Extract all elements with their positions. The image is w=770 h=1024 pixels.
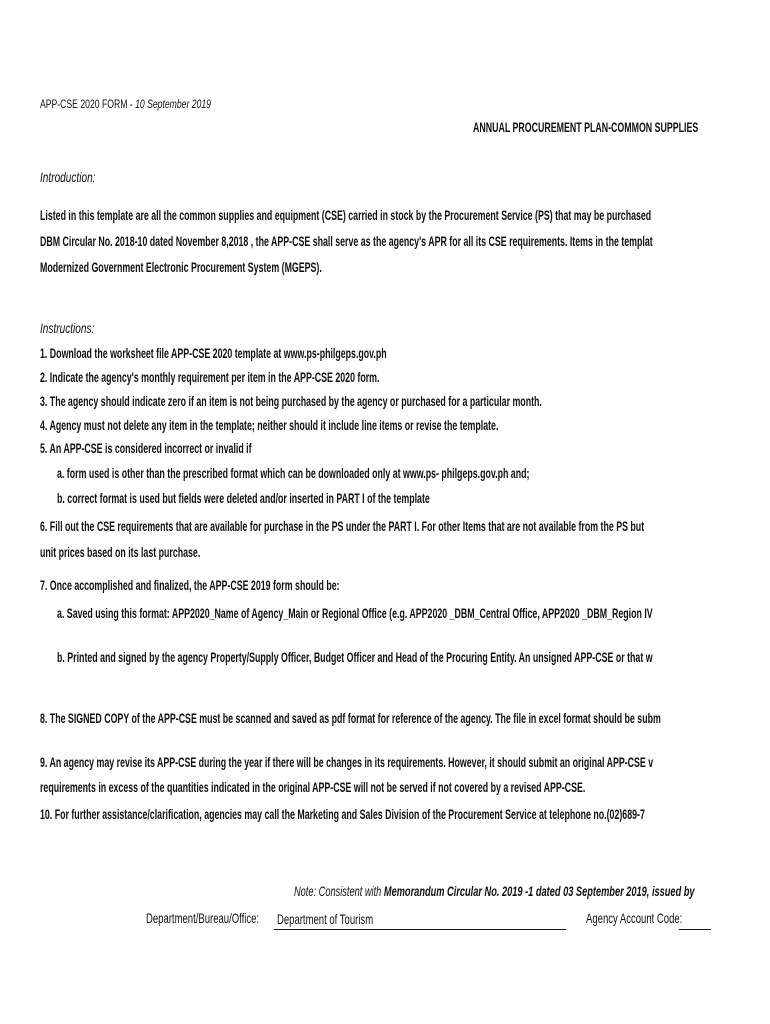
- note-prefix: Note: Consistent with: [294, 883, 382, 899]
- instruction-subitem: b. correct format is used but fields were deleted and/or inserted in PART I of the template: [57, 490, 430, 506]
- introduction-line: Listed in this template are all the common supplies and equipment (CSE) carried in stock by the Procurement Service (PS) that may be purchased: [40, 207, 652, 223]
- instruction-item: unit prices based on its last purchase.: [40, 544, 201, 560]
- instruction-item: 4. Agency must not delete any item in the template; neither should it include line items or revise the template.: [40, 417, 499, 433]
- instruction-item: 10. For further assistance/clarification, agencies may call the Marketing and Sales Division of the Procurement Service at telephone no.(02)689-7: [40, 806, 645, 822]
- form-date: 10 September 2019: [135, 97, 211, 111]
- introduction-heading: Introduction:: [40, 169, 96, 185]
- instruction-item: 3. The agency should indicate zero if an item is not being purchased by the agency or purchased for a particular month.: [40, 393, 542, 409]
- department-label: Department/Bureau/Office:: [146, 910, 260, 926]
- instruction-item: 1. Download the worksheet file APP-CSE 2020 template at www.ps-philgeps.gov.ph: [40, 345, 387, 361]
- introduction-line: Modernized Government Electronic Procurement System (MGEPS).: [40, 259, 322, 275]
- instructions-heading: Instructions:: [40, 320, 95, 336]
- department-value: Department of Tourism: [277, 911, 374, 927]
- note-reference: Memorandum Circular No. 2019 -1 dated 03 September 2019, issued by: [383, 883, 695, 899]
- instruction-subitem: b. Printed and signed by the agency Property/Supply Officer, Budget Officer and Head of the Procuring Entity. An unsigned APP-CSE or that w: [57, 649, 653, 665]
- form-label-line: [40, 95, 277, 113]
- account-code-field[interactable]: [679, 909, 711, 930]
- instruction-item: 5. An APP-CSE is considered incorrect or invalid if: [40, 440, 252, 456]
- instruction-subitem: a. Saved using this format: APP2020_Name of Agency_Main or Regional Office (e.g. APP2020 _DBM_Central Office, APP2020 _DBM_Region IV: [57, 605, 653, 621]
- page-title: ANNUAL PROCUREMENT PLAN-COMMON SUPPLIES: [473, 119, 699, 135]
- instruction-subitem: a. form used is other than the prescribed format which can be downloaded only at www.ps- philgeps.gov.ph and;: [57, 465, 530, 481]
- form-label: APP-CSE 2020 FORM -: [40, 97, 133, 111]
- department-field[interactable]: [274, 909, 566, 930]
- instruction-item: requirements in excess of the quantities indicated in the original APP-CSE will not be served if not covered by a revised APP-CSE.: [40, 779, 586, 795]
- instruction-item: 7. Once accomplished and finalized, the APP-CSE 2019 form should be:: [40, 577, 340, 593]
- account-code-label: Agency Account Code:: [586, 910, 683, 926]
- introduction-line: DBM Circular No. 2018-10 dated November 8,2018 , the APP-CSE shall serve as the agency's APR for all its CSE requirements. Items in the templat: [40, 233, 653, 249]
- instruction-item: 2. Indicate the agency's monthly requirement per item in the APP-CSE 2020 form.: [40, 369, 380, 385]
- instruction-item: 8. The SIGNED COPY of the APP-CSE must be scanned and saved as pdf format for reference of the agency. The file in excel format should be subm: [40, 710, 661, 726]
- instruction-item: 6. Fill out the CSE requirements that are available for purchase in the PS under the PART I. For other Items that are not available from the PS but: [40, 518, 645, 534]
- memorandum-note: [294, 882, 711, 900]
- instruction-item: 9. An agency may revise its APP-CSE during the year if there will be changes in its requirements. However, it should submit an original APP-CSE v: [40, 754, 654, 770]
